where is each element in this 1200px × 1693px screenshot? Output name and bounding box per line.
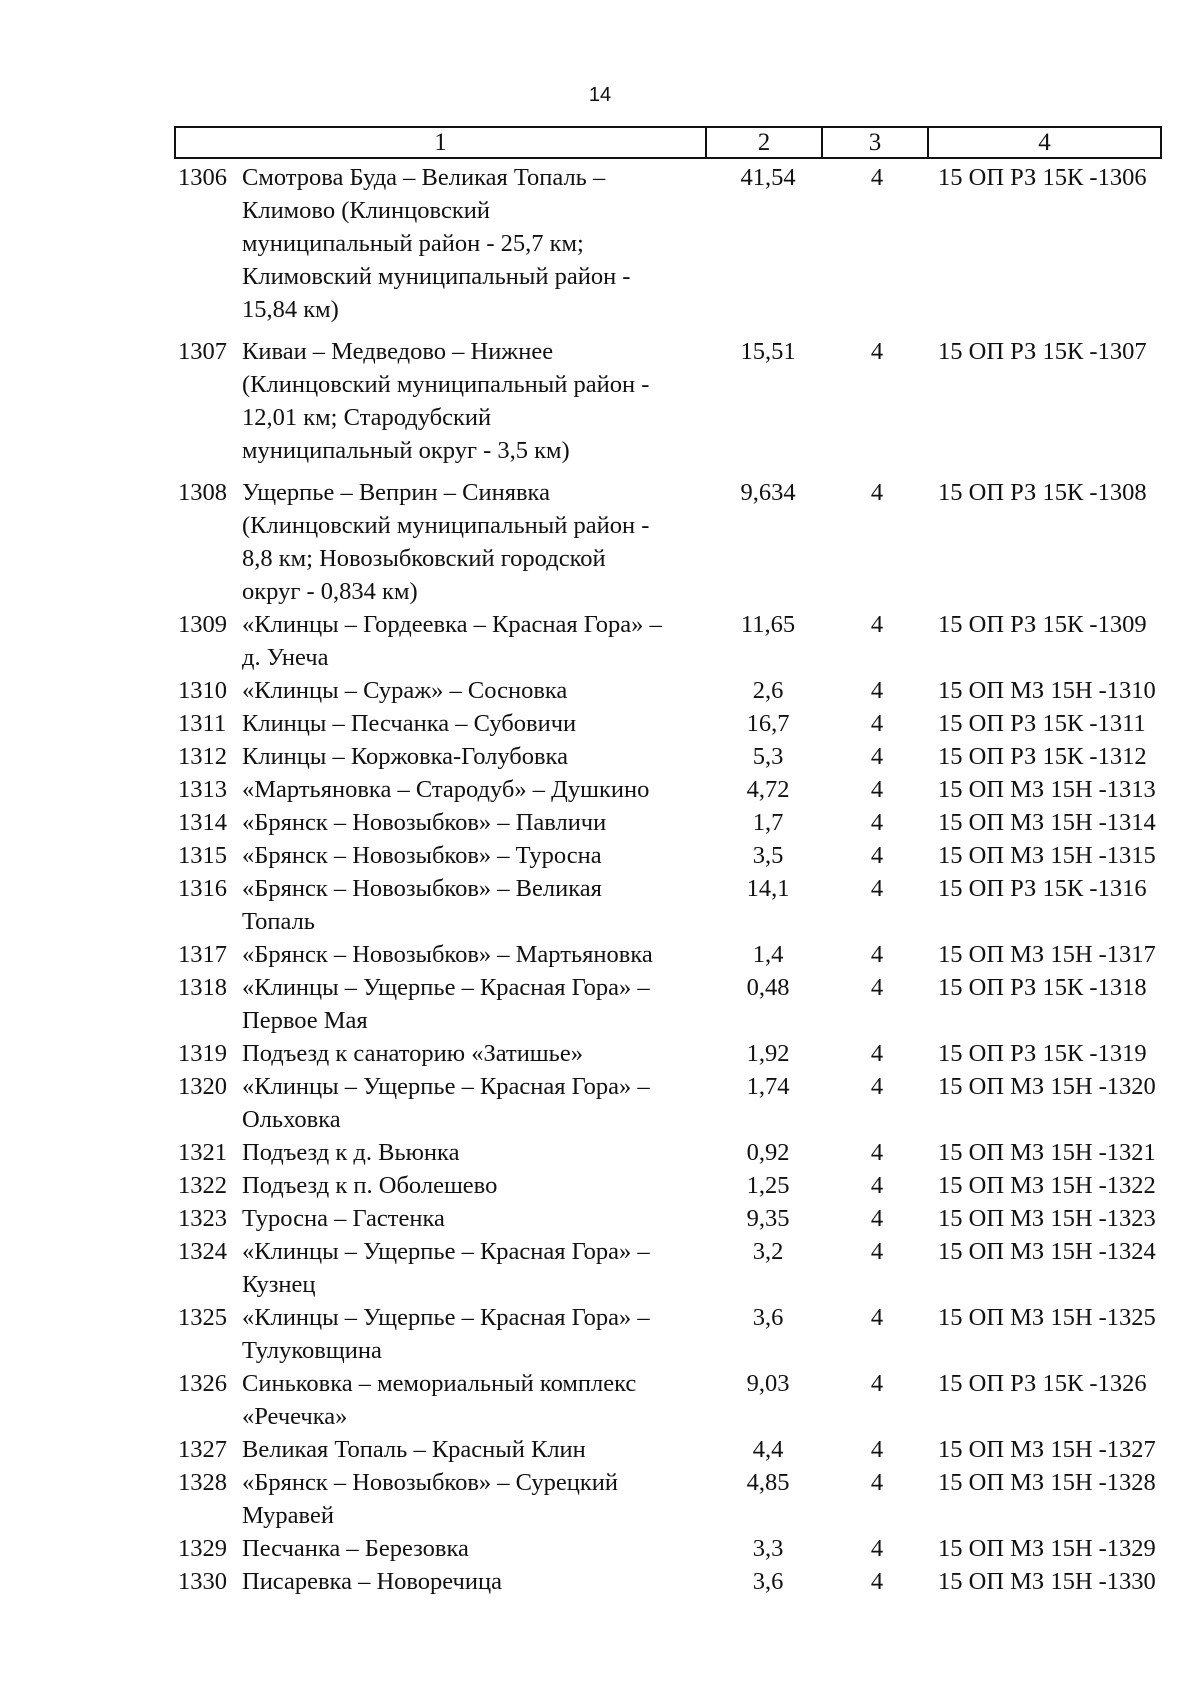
road-category: 4	[870, 776, 884, 803]
road-length: 9,35	[746, 1205, 790, 1232]
road-name	[242, 806, 708, 839]
table-row	[178, 1466, 1168, 1532]
table-row	[178, 1202, 1168, 1235]
road-name	[242, 839, 708, 872]
road-code: 15 ОП РЗ 15К -1318	[938, 974, 1147, 1001]
header-col-4: 4	[927, 128, 1160, 157]
road-length: 11,65	[740, 611, 796, 638]
road-name	[242, 1433, 708, 1466]
table-row	[178, 674, 1168, 707]
road-name-line: 15,84 км)	[242, 296, 339, 323]
road-name	[242, 161, 708, 326]
table-body	[178, 161, 1168, 1598]
road-name	[242, 476, 708, 608]
road-name	[242, 1037, 708, 1070]
road-name-line: округ - 0,834 км)	[242, 578, 418, 605]
road-name-line: Киваи – Медведово – Нижнее	[242, 338, 554, 365]
row-number: 1310	[178, 677, 227, 704]
road-length: 0,48	[746, 974, 790, 1001]
row-number: 1317	[178, 941, 227, 968]
road-name-line: «Речечка»	[242, 1403, 348, 1430]
road-code: 15 ОП РЗ 15К -1316	[938, 875, 1147, 902]
road-code: 15 ОП РЗ 15К -1306	[938, 164, 1147, 191]
row-number: 1325	[178, 1304, 227, 1331]
road-code: 15 ОП РЗ 15К -1307	[938, 338, 1147, 365]
road-category: 4	[870, 743, 884, 770]
table-row	[178, 1532, 1168, 1565]
road-name-line: Синьковка – мемориальный комплекс	[242, 1370, 637, 1397]
road-category: 4	[870, 842, 884, 869]
row-number: 1319	[178, 1040, 227, 1067]
row-number: 1327	[178, 1436, 227, 1463]
road-length: 1,7	[752, 809, 784, 836]
row-number: 1322	[178, 1172, 227, 1199]
row-number: 1330	[178, 1568, 227, 1595]
road-length: 4,85	[746, 1469, 790, 1496]
road-length: 3,5	[752, 842, 784, 869]
road-name-line: Топаль	[242, 908, 315, 935]
road-name-line: Клинцы – Песчанка – Субовичи	[242, 710, 577, 737]
table-row	[178, 161, 1168, 326]
table-header	[174, 126, 1162, 159]
road-name-line: Муравей	[242, 1502, 334, 1529]
table-row	[178, 872, 1168, 938]
road-name-line: (Клинцовский муниципальный район -	[242, 371, 650, 398]
road-category: 4	[870, 479, 884, 506]
road-code: 15 ОП МЗ 15Н -1323	[938, 1205, 1156, 1232]
road-category: 4	[870, 710, 884, 737]
road-name-line: «Брянск – Новозыбков» – Мартьяновка	[242, 941, 653, 968]
table-row	[178, 839, 1168, 872]
road-name-line: «Клинцы – Гордеевка – Красная Гора» –	[242, 611, 662, 638]
road-code: 15 ОП МЗ 15Н -1322	[938, 1172, 1156, 1199]
road-name-line: Клинцы – Коржовка-Голубовка	[242, 743, 568, 770]
road-length: 16,7	[746, 710, 790, 737]
road-code: 15 ОП МЗ 15Н -1330	[938, 1568, 1156, 1595]
road-name-line: Климово (Клинцовский	[242, 197, 490, 224]
road-code: 15 ОП РЗ 15К -1311	[938, 710, 1146, 737]
row-number: 1326	[178, 1370, 227, 1397]
table-row	[178, 1070, 1168, 1136]
road-length: 1,92	[746, 1040, 790, 1067]
header-col-1: 1	[434, 128, 447, 156]
road-name	[242, 608, 708, 674]
road-length: 3,3	[752, 1535, 784, 1562]
table-row	[178, 1136, 1168, 1169]
road-name-line: Писаревка – Новоречица	[242, 1568, 502, 1595]
road-name-line: «Мартьяновка – Стародуб» – Душкино	[242, 776, 650, 803]
road-category: 4	[870, 1238, 884, 1265]
road-name	[242, 335, 708, 467]
road-name	[242, 1070, 708, 1136]
road-name	[242, 1136, 708, 1169]
table-row	[178, 1367, 1168, 1433]
table-row	[178, 938, 1168, 971]
page-number: 14	[588, 84, 612, 106]
road-name-line: Песчанка – Березовка	[242, 1535, 469, 1562]
road-length: 4,4	[752, 1436, 784, 1463]
road-name	[242, 1235, 708, 1301]
road-code: 15 ОП РЗ 15К -1308	[938, 479, 1147, 506]
road-category: 4	[870, 1040, 884, 1067]
row-number: 1314	[178, 809, 227, 836]
row-number: 1306	[178, 164, 227, 191]
road-code: 15 ОП РЗ 15К -1309	[938, 611, 1147, 638]
road-length: 3,2	[752, 1238, 784, 1265]
table-row	[178, 707, 1168, 740]
road-category: 4	[870, 1139, 884, 1166]
road-code: 15 ОП РЗ 15К -1326	[938, 1370, 1147, 1397]
road-length: 5,3	[752, 743, 784, 770]
road-length: 9,634	[740, 479, 796, 506]
road-name-line: 12,01 км; Стародубский	[242, 404, 492, 431]
road-length: 14,1	[746, 875, 790, 902]
road-code: 15 ОП МЗ 15Н -1313	[938, 776, 1156, 803]
table-row	[178, 773, 1168, 806]
road-code: 15 ОП РЗ 15К -1319	[938, 1040, 1147, 1067]
road-category: 4	[870, 1172, 884, 1199]
road-category: 4	[870, 1205, 884, 1232]
road-name	[242, 1301, 708, 1367]
road-category: 4	[870, 1535, 884, 1562]
row-number: 1323	[178, 1205, 227, 1232]
road-length: 4,72	[746, 776, 790, 803]
road-category: 4	[870, 1370, 884, 1397]
row-number: 1308	[178, 479, 227, 506]
road-name-line: муниципальный район - 25,7 км;	[242, 230, 584, 257]
road-name-line: Кузнец	[242, 1271, 316, 1298]
road-name	[242, 674, 708, 707]
road-name-line: Климовский муниципальный район -	[242, 263, 631, 290]
table-row	[178, 476, 1168, 608]
road-code: 15 ОП МЗ 15Н -1321	[938, 1139, 1156, 1166]
road-name	[242, 938, 708, 971]
road-length: 41,54	[740, 164, 796, 191]
table-row	[178, 1169, 1168, 1202]
table-row	[178, 806, 1168, 839]
road-name-line: «Клинцы – Сураж» – Сосновка	[242, 677, 568, 704]
road-name-line: муниципальный округ - 3,5 км)	[242, 437, 570, 464]
road-code: 15 ОП МЗ 15Н -1315	[938, 842, 1156, 869]
road-name-line: Ольховка	[242, 1106, 341, 1133]
road-category: 4	[870, 1436, 884, 1463]
road-name-line: д. Унеча	[242, 644, 329, 671]
table-row	[178, 1301, 1168, 1367]
road-name	[242, 1367, 708, 1433]
road-name	[242, 1565, 708, 1598]
road-category: 4	[870, 875, 884, 902]
road-category: 4	[870, 611, 884, 638]
road-length: 9,03	[746, 1370, 790, 1397]
road-length: 3,6	[752, 1304, 784, 1331]
table-row	[178, 740, 1168, 773]
table-row	[178, 1235, 1168, 1301]
road-code: 15 ОП МЗ 15Н -1325	[938, 1304, 1156, 1331]
header-col-2: 2	[705, 128, 821, 157]
road-length: 1,74	[746, 1073, 790, 1100]
row-number: 1307	[178, 338, 227, 365]
road-name-line: 8,8 км; Новозыбковский городской	[242, 545, 606, 572]
road-name-line: Смотрова Буда – Великая Топаль –	[242, 164, 606, 191]
road-name-line: «Брянск – Новозыбков» – Павличи	[242, 809, 607, 836]
road-code: 15 ОП МЗ 15Н -1329	[938, 1535, 1156, 1562]
row-number: 1316	[178, 875, 227, 902]
road-name-line: Ущерпье – Веприн – Синявка	[242, 479, 550, 506]
road-category: 4	[870, 164, 884, 191]
road-name	[242, 1532, 708, 1565]
road-name-line: Подъезд к санаторию «Затишье»	[242, 1040, 583, 1067]
road-category: 4	[870, 1304, 884, 1331]
road-length: 15,51	[740, 338, 796, 365]
road-name	[242, 740, 708, 773]
road-category: 4	[870, 1073, 884, 1100]
road-category: 4	[870, 941, 884, 968]
road-length: 0,92	[746, 1139, 790, 1166]
row-number: 1312	[178, 743, 227, 770]
road-name-line: «Клинцы – Ущерпье – Красная Гора» –	[242, 1238, 650, 1265]
table-row	[178, 1433, 1168, 1466]
road-category: 4	[870, 809, 884, 836]
row-number: 1320	[178, 1073, 227, 1100]
road-name-line: «Клинцы – Ущерпье – Красная Гора» –	[242, 974, 650, 1001]
row-number: 1324	[178, 1238, 227, 1265]
row-number: 1318	[178, 974, 227, 1001]
road-code: 15 ОП МЗ 15Н -1314	[938, 809, 1156, 836]
row-number: 1309	[178, 611, 227, 638]
table-row	[178, 971, 1168, 1037]
road-code: 15 ОП МЗ 15Н -1328	[938, 1469, 1156, 1496]
road-category: 4	[870, 974, 884, 1001]
road-length: 3,6	[752, 1568, 784, 1595]
road-name-line: Подъезд к д. Вьюнка	[242, 1139, 460, 1166]
road-name-line: «Брянск – Новозыбков» – Великая	[242, 875, 602, 902]
table-row	[178, 1037, 1168, 1070]
row-number: 1315	[178, 842, 227, 869]
road-name-line: «Клинцы – Ущерпье – Красная Гора» –	[242, 1304, 650, 1331]
road-category: 4	[870, 1469, 884, 1496]
table-row	[178, 1565, 1168, 1598]
road-name	[242, 1169, 708, 1202]
road-length: 2,6	[752, 677, 784, 704]
table-row	[178, 608, 1168, 674]
road-code: 15 ОП МЗ 15Н -1310	[938, 677, 1156, 704]
road-code: 15 ОП РЗ 15К -1312	[938, 743, 1147, 770]
header-col-3: 3	[821, 128, 927, 157]
road-name-line: (Клинцовский муниципальный район -	[242, 512, 650, 539]
road-category: 4	[870, 338, 884, 365]
row-number: 1328	[178, 1469, 227, 1496]
road-name-line: «Клинцы – Ущерпье – Красная Гора» –	[242, 1073, 650, 1100]
road-code: 15 ОП МЗ 15Н -1327	[938, 1436, 1156, 1463]
road-code: 15 ОП МЗ 15Н -1324	[938, 1238, 1156, 1265]
row-number: 1313	[178, 776, 227, 803]
road-code: 15 ОП МЗ 15Н -1317	[938, 941, 1156, 968]
road-name-line: «Брянск – Новозыбков» – Туросна	[242, 842, 602, 869]
road-name	[242, 773, 708, 806]
row-number: 1311	[178, 710, 227, 737]
road-name-line: Туросна – Гастенка	[242, 1205, 445, 1232]
road-name	[242, 872, 708, 938]
road-name	[242, 707, 708, 740]
road-name	[242, 1466, 708, 1532]
road-name-line: «Брянск – Новозыбков» – Сурецкий	[242, 1469, 618, 1496]
road-name-line: Тулуковщина	[242, 1337, 382, 1364]
road-name	[242, 1202, 708, 1235]
row-number: 1329	[178, 1535, 227, 1562]
row-number: 1321	[178, 1139, 227, 1166]
road-name-line: Подъезд к п. Оболешево	[242, 1172, 498, 1199]
road-length: 1,25	[746, 1172, 790, 1199]
road-category: 4	[870, 1568, 884, 1595]
road-category: 4	[870, 677, 884, 704]
road-name	[242, 971, 708, 1037]
road-length: 1,4	[752, 941, 784, 968]
road-name-line: Первое Мая	[242, 1007, 368, 1034]
road-name-line: Великая Топаль – Красный Клин	[242, 1436, 586, 1463]
table-row	[178, 335, 1168, 467]
road-code: 15 ОП МЗ 15Н -1320	[938, 1073, 1156, 1100]
